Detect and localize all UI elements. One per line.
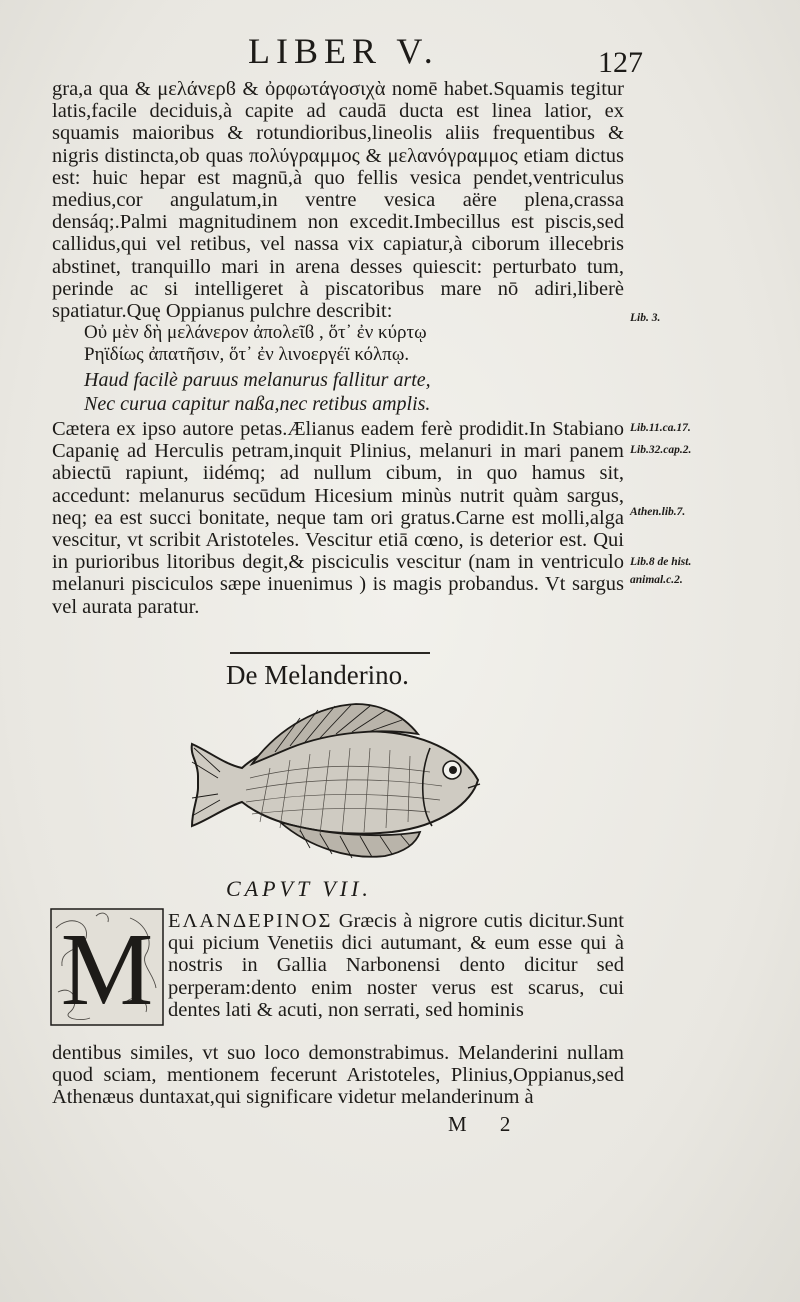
decorated-initial-M bbox=[50, 908, 164, 1026]
margin-note: Athen.lib.7. bbox=[630, 506, 686, 518]
running-head: LIBER V. bbox=[248, 31, 439, 71]
paragraph-text: dentibus similes, vt suo loco demonstrabimus. Melanderini nullam quod sciam, mentionem fecerunt Aristoteles, Plinius,Oppianus,sed Athenæus duntaxat,qui significare videtur melanderinum à bbox=[52, 1042, 624, 1109]
margin-note: Lib.8 de hist. bbox=[630, 556, 692, 568]
margin-note: Lib.32.cap.2. bbox=[630, 444, 692, 456]
greek-name: ΕΛΑΝΔΕΡΙΝΟΣ bbox=[168, 910, 333, 932]
paragraph-text: gra,a qua & μελάνερϐ & ὀρφωτάγοσιχὰ nomē habet.Squamis tegitur latis,facile deciduis,à capite ad caudā ducta est linea latior, ex squamis maioribus & rotundioribus,lineolis aliis frequentibus & nigris distincta,ob quas πολύγραμμος & μελανόγραμμος etiam dictus est: huic hepar est magnū,à quo fellis vesica pendet,ventriculus medius,cor angulatum,in ventre vesica aëre plena,crassa densáq;.Palmi magnitudinem non excedit.Imbecillus est piscis,sed callidus,qui vel retibus, vel nassa vix capiatur,à ciborum illecebris abstinet, tranquillo mari in arena desses quiescit: perturbato tum, perinde ac si intelligeret à piscatoribus mare nō adiri,liberè spatiatur.Quę Oppianus pulchre describit: bbox=[52, 78, 624, 323]
greek-verse-line: Οὐ μὲν δὴ μελάνερον ἀπολεῖϐ , ὅτ᾽ ἐν κύρτῳ bbox=[84, 322, 427, 343]
greek-verses bbox=[84, 322, 604, 366]
latin-verse-line: Haud facilè paruus melanurus fallitur arte, bbox=[84, 369, 431, 391]
woodcut-fish-illustration bbox=[180, 698, 500, 868]
signature-mark: M 2 bbox=[448, 1112, 525, 1136]
paragraph-text bbox=[168, 910, 624, 1021]
page-header bbox=[0, 30, 800, 78]
paragraph-melanurus-sources bbox=[52, 418, 624, 618]
paragraph-melanderinus bbox=[168, 910, 624, 1021]
latin-verses bbox=[84, 368, 604, 416]
greek-verse-line: Ρηϊδίως ἀπατῆσιν, ὅτ᾽ ἐν λινοεργέϊ κόλπῳ. bbox=[84, 344, 410, 365]
paragraph-text: Cætera ex ipso autore petas.Ælianus eadem ferè prodidit.In Stabiano Capanię ad Herculis petram,inquit Plinius, melanuri in mari panem abiectū rapiunt, iidémq; ad nullum cibum, in quo hamus sit, accedunt: melanurus secūdum Hicesium minùs nutrit quàm sargus, neq; ea est succi bonitate, neque tam ori gratus.Carne est molli,alga vescitur, vt scribit Aristoteles. Vescitur etiā cœno, is deterior est. Qui in purioribus litoribus degit,& pisciculis vescitur (nam in ventriculo melanuri pisciculos sæpe inuenimus ) is magis probandus. Vt sargus vel aurata paratur. bbox=[52, 418, 624, 618]
section-rule bbox=[230, 652, 430, 654]
paragraph-melanderinus-continued bbox=[52, 1042, 624, 1109]
margin-note: Lib. 3. bbox=[630, 312, 661, 324]
margin-note: Lib.11.ca.17. bbox=[630, 422, 691, 434]
section-title: De Melanderino. bbox=[226, 660, 409, 690]
latin-verse-line: Nec curua capitur naßa,nec retibus amplis. bbox=[84, 393, 431, 415]
initial-letter: M bbox=[60, 912, 154, 1026]
chapter-heading: CAPVT VII. bbox=[226, 876, 372, 901]
margin-note: animal.c.2. bbox=[630, 574, 683, 586]
paragraph-melanurus-description bbox=[52, 78, 624, 322]
paragraph-text-body: Græcis à nigrore cutis dicitur.Sunt qui picium Venetiis dici autumant, & eum esse qui à nostris in Gallia Narbonensi dento dicitur sed perperam:dento enim noster verus est scarus, cui dentes lati & acuti, non serrati, sed hominis bbox=[168, 910, 624, 1021]
page-number: 127 bbox=[598, 46, 643, 79]
